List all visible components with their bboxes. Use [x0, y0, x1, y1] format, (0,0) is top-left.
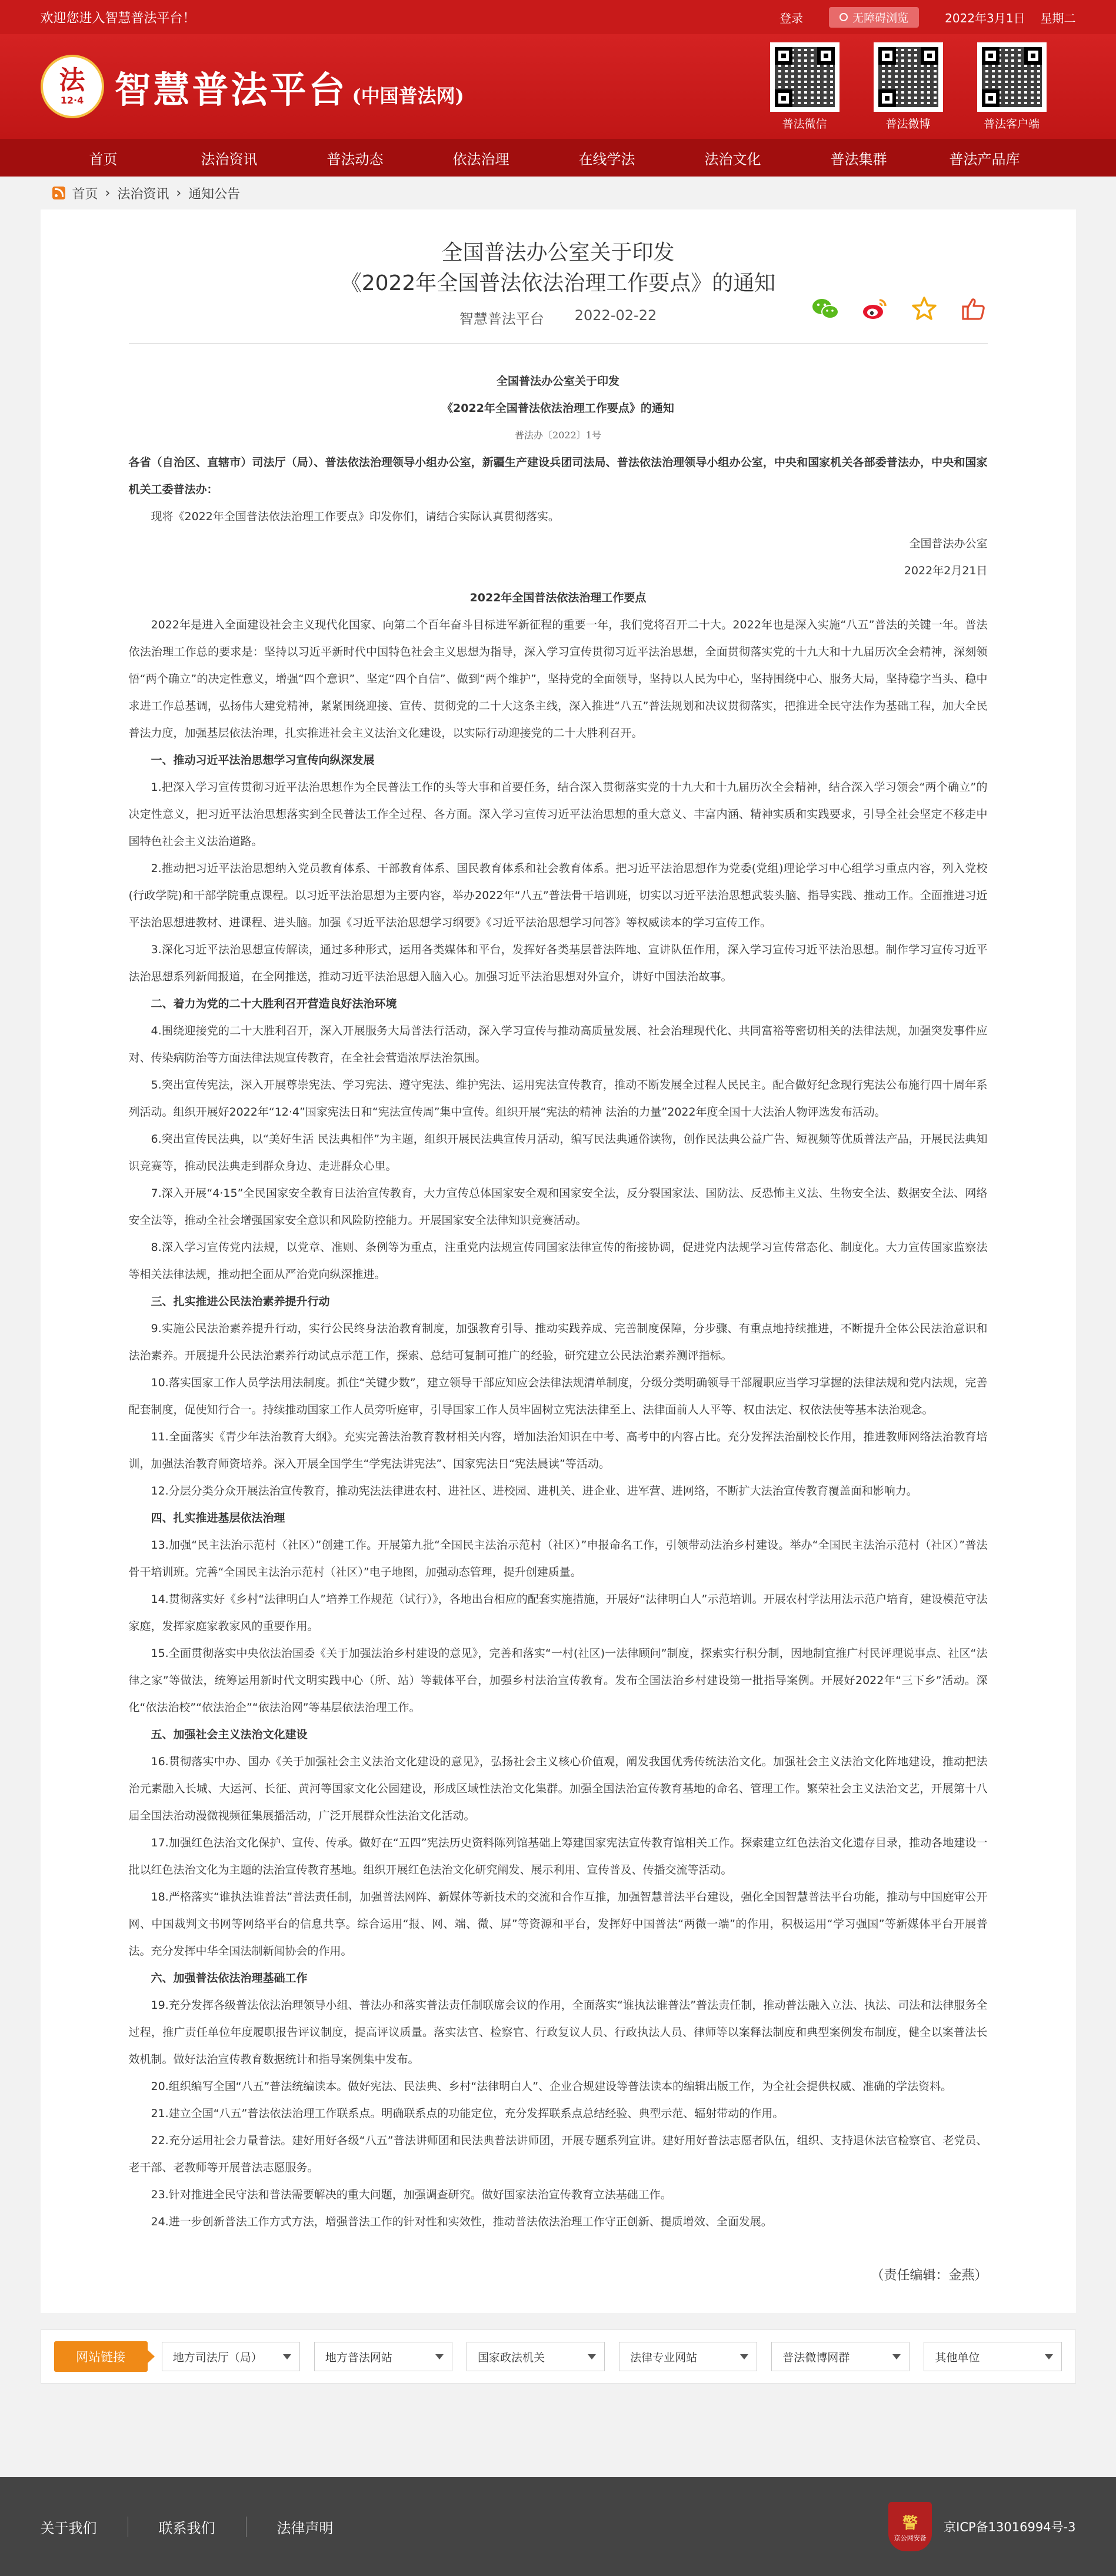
section-item: 8.深入学习宣传党内法规，以党章、准则、条例等为重点，注重党内法规宣传同国家法律宣传的衔接协调，促进党内法规学习宣传常态化、制度化。大力宣传国家监察法等相关法律法规，推动把全面从严治党向纵深推进。 [128, 1241, 988, 1281]
doc-intro: 现将《2022年全国普法依法治理工作要点》印发你们，请结合实际认真贯彻落实。 [151, 510, 559, 523]
section-item: 12.分层分类分众开展法治宣传教育，推动宪法法律进农村、进社区、进校园、进机关、进企业、进军营、进网络，不断扩大法治宣传教育覆盖面和影响力。 [151, 1485, 918, 1497]
section-item: 23.针对推进全民守法和普法需要解决的重大问题，加强调查研究。做好国家法治宣传教育立法基础工作。 [151, 2188, 672, 2201]
section-item: 14.贯彻落实好《乡村“法律明白人”培养工作规范（试行）》，各地出台相应的配套实施措施，开展好“法律明白人”示范培训。开展农村学法用法示范户培育，建设模范守法家庭，发挥家庭家教家风的重要作用。 [128, 1593, 988, 1633]
nav-item-governance[interactable]: 依法治理 [452, 151, 509, 168]
date-text: 2022年3月1日 [945, 11, 1025, 25]
qr-app[interactable] [977, 42, 1047, 131]
section-item: 7.深入开展“4·15”全民国家安全教育日法治宣传教育，大力宣传总体国家安全观和国家安全法，反分裂国家法、国防法、反恐怖主义法、生物安全法、数据安全法、网络安全法等，推动全社会增强国家安全意识和风险防控能力。开展国家安全法律知识竞赛活动。 [128, 1187, 988, 1227]
breadcrumb [0, 177, 1116, 209]
police-small-text: 京公网安备 [894, 2534, 927, 2542]
site-logo[interactable] [41, 55, 464, 118]
login-link[interactable]: 登录 [779, 11, 804, 25]
section-heading: 二、着力为党的二十大胜利召开营造良好法治环境 [151, 997, 397, 1010]
doc-number: 普法办〔2022〕1号 [515, 430, 601, 441]
section-item: 24.进一步创新普法工作方式方法，增强普法工作的针对性和实效性，推动普法依法治理工作守正创新、提质增效、全面发展。 [151, 2215, 772, 2228]
section-heading: 三、扎实推进公民法治素养提升行动 [151, 1295, 330, 1308]
select-value: 法律专业网站 [630, 2351, 698, 2364]
links-select-legal-sites[interactable] [619, 2342, 757, 2371]
logo-emblem-icon [41, 55, 104, 118]
caret-down-icon [740, 2354, 748, 2359]
section-item: 1.把深入学习宣传贯彻习近平法治思想作为全民普法工作的头等大事和首要任务，结合深入贯彻落实党的十九大和十九届历次全会精神，结合深入学习领会“两个确立”的决定性意义，把习近平法治思想落实到全民普法工作全过程、各方面。深入学习宣传习近平法治思想的重大意义、丰富内涵、精神实质和实践要求，引导全社会坚定不移走中国特色社会主义法治道路。 [128, 781, 988, 848]
weekday-text: 星期二 [1040, 11, 1076, 25]
section-item: 5.突出宣传宪法，深入开展尊崇宪法、学习宪法、遵守宪法、维护宪法、运用宪法宣传教育，推动不断发展全过程人民民主。配合做好纪念现行宪法公布施行四十周年系列活动。组织开展好2022年“12·4”国家宪法日和“宪法宣传周”集中宣传。组织开展“宪法的精神 法治的力量”2022年度全国十大法治人物评选发布活动。 [128, 1079, 988, 1119]
links-select-others[interactable] [924, 2342, 1062, 2371]
preface-paragraph: 2022年是进入全面建设社会主义现代化国家、向第二个百年奋斗目标进军新征程的重要一年，我们党将召开二十大。2022年也是深入实施“八五”普法的关键一年。普法依法治理工作总的要求是：坚持以习近平新时代中国特色社会主义思想为指导，深入学习宣传贯彻习近平法治思想，全面贯彻落实党的十九大和十九届历次全会精神，深刻领悟“两个确立”的决定性意义，增强“四个意识”、坚定“四个自信”、做到“两个维护”，坚持党的全面领导，坚持以人民为中心，坚持围绕中心、服务大局，坚持稳字当头、稳中求进工作总基调，弘扬伟大建党精神，紧紧围绕迎接、宣传、贯彻党的二十大这条主线，深入推进“八五”普法规划和决议贯彻落实，把推进全民守法作为基础工程，加大全民普法力度，加强基层依法治理，扎实推进社会主义法治文化建设，以实际行动迎接党的二十大胜利召开。 [128, 618, 988, 740]
site-footer [0, 2477, 1116, 2576]
date-display [945, 9, 1075, 26]
qr-label: 普法客户端 [983, 117, 1040, 131]
article-header [129, 238, 988, 344]
like-thumb-icon[interactable] [960, 295, 988, 323]
nav-item-culture[interactable]: 法治文化 [704, 151, 761, 168]
article-title-line2: 《2022年全国普法依法治理工作要点》的通知 [340, 271, 776, 295]
caret-down-icon [892, 2354, 901, 2359]
qr-code-icon [874, 42, 943, 112]
article [41, 209, 1076, 2313]
qr-wechat[interactable] [770, 42, 840, 131]
doc-title-line1: 全国普法办公室关于印发 [496, 375, 619, 388]
nav-item-products[interactable]: 普法产品库 [949, 151, 1020, 168]
select-value: 普法微博网群 [782, 2351, 850, 2364]
section-heading: 五、加强社会主义法治文化建设 [151, 1728, 308, 1741]
logo-mark: 法 [59, 65, 85, 95]
section-item: 2.推动把习近平法治思想纳入党员教育体系、干部教育体系、国民教育体系和社会教育体系。把习近平法治思想作为党委(党组)理论学习中心组学习重点内容，列入党校(行政学院)和干部学院重点课程。以习近平法治思想为主要内容，举办2022年“八五”普法骨干培训班，切实以习近平法治思想武装头脑、指导实践、推动工作。全面推进习近平法治思想进教材、进课程、进头脑。加强《习近平法治思想学习纲要》《习近平法治思想学习问答》等权威读本的学习宣传工作。 [128, 862, 988, 929]
main-title: 2022年全国普法依法治理工作要点 [469, 591, 647, 604]
footer-link-legal[interactable]: 法律声明 [276, 2520, 334, 2537]
doc-recipients: 各省（自治区、直辖市）司法厅（局）、普法依法治理领导小组办公室，新疆生产建设兵团司法局、普法依法治理领导小组办公室，中央和国家机关各部委普法办，中央和国家机关工委普法办： [128, 456, 988, 496]
main-nav [0, 139, 1116, 177]
doc-sign-org: 全国普法办公室 [909, 537, 988, 550]
site-header [0, 34, 1116, 139]
links-select-legal-organs[interactable] [467, 2342, 605, 2371]
links-label: 网站链接 [54, 2341, 148, 2372]
accessibility-icon [840, 13, 848, 21]
site-title: 智慧普法平台 [114, 68, 348, 111]
breadcrumb-news[interactable]: 法治资讯 [117, 187, 169, 202]
article-source: 智慧普法平台 [459, 311, 544, 327]
breadcrumb-notices[interactable]: 通知公告 [188, 187, 241, 202]
qr-weibo[interactable] [874, 42, 943, 131]
qr-label: 普法微信 [782, 117, 827, 131]
section-item: 3.深化习近平法治思想宣传解读，通过多种形式，运用各类媒体和平台，发挥好各类基层普法阵地、宣讲队伍作用，深入学习宣传习近平法治思想。制作学习宣传习近平法治思想系列新闻报道，在全网推送，推动习近平法治思想入脑入心。加强习近平法治思想对外宣介，讲好中国法治故事。 [128, 943, 988, 983]
select-value: 其他单位 [935, 2351, 980, 2364]
section-item: 6.突出宣传民法典，以“美好生活 民法典相伴”为主题，组织开展民法典宣传月活动，编写民法典通俗读物，创作民法典公益广告、短视频等优质普法产品，开展民法典知识竞赛等，推动民法典走到群众身边、走进群众心里。 [128, 1133, 988, 1173]
links-select-local-pufa[interactable] [314, 2342, 452, 2371]
section-heading: 四、扎实推进基层依法治理 [151, 1512, 285, 1525]
accessible-label: 无障碍浏览 [852, 11, 909, 25]
section-item: 16.贯彻落实中办、国办《关于加强社会主义法治文化建设的意见》，弘扬社会主义核心价值观，阐发我国优秀传统法治文化。加强社会主义法治文化阵地建设，推动把法治元素融入长城、大运河、长征、黄河等国家文化公园建设，形成区域性法治文化集群。加强全国法治宣传教育基地的命名、管理工作。繁荣社会主义法治文艺，开展第十八届全国法治动漫微视频征集展播活动，广泛开展群众性法治文化活动。 [128, 1755, 988, 1822]
section-item: 17.加强红色法治文化保护、宣传、传承。做好在“五四”宪法历史资料陈列馆基础上筹建国家宪法宣传教育馆相关工作。探索建立红色法治文化遗存目录，推动各地建设一批以红色法治文化为主题的法治宣传教育基地。组织开展红色法治文化研究阐发、展示利用、宣传普及、传播交流等活动。 [128, 1836, 988, 1876]
article-title-line1: 全国普法办公室关于印发 [441, 241, 675, 265]
qr-code-icon [977, 42, 1047, 112]
section-heading: 六、加强普法依法治理基础工作 [151, 1972, 308, 1985]
qr-label: 普法微博 [885, 117, 931, 131]
rss-icon [52, 187, 65, 199]
footer-link-contact[interactable]: 联系我们 [158, 2520, 215, 2537]
qr-code-icon [770, 42, 840, 112]
logo-small-text: 12·4 [60, 95, 84, 106]
responsible-editor: （责任编辑：金燕） [871, 2268, 988, 2283]
section-heading: 一、推动习近平法治思想学习宣传向纵深发展 [151, 754, 375, 767]
section-item: 19.充分发挥各级普法依法治理领导小组、普法办和落实普法责任制联席会议的作用，全面落实“谁执法谁普法”普法责任制，推动普法融入立法、执法、司法和法律服务全过程，推广责任单位年度履职报告评议制度，提高评议质量。落实法官、检察官、行政复议人员、行政执法人员、律师等以案释法制度和典型案例发布制度，健全以案普法长效机制。做好法治宣传教育数据统计和指导案例集中发布。 [128, 1999, 988, 2066]
caret-down-icon [435, 2354, 444, 2359]
select-value: 地方司法厅（局） [172, 2351, 262, 2364]
select-value: 地方普法网站 [325, 2351, 392, 2364]
caret-down-icon [1045, 2354, 1053, 2359]
top-bar [0, 0, 1116, 34]
section-item: 9.实施公民法治素养提升行动，实行公民终身法治教育制度，加强教育引导、推动实践养成、完善制度保障，分步骤、有重点地持续推进，不断提升全体公民法治意识和法治素养。开展提升公民法治素养行动试点示范工作，探索、总结可复制可推广的经验，研究建立公民法治素养测评指标。 [128, 1322, 988, 1362]
footer-link-about[interactable]: 关于我们 [40, 2520, 97, 2537]
caret-down-icon [283, 2354, 291, 2359]
section-item: 22.充分运用社会力量普法。建好用好各级“八五”普法讲师团和民法典普法讲师团，开展专题系列宣讲。建好用好普法志愿者队伍，组织、支持退休法官检察官、老党员、老干部、老教师等开展普法志愿服务。 [128, 2134, 988, 2174]
doc-title-line2: 《2022年全国普法依法治理工作要点》的通知 [442, 402, 674, 415]
doc-sign-date: 2022年2月21日 [904, 564, 988, 577]
chevron-right-icon: › [105, 185, 111, 201]
section-item: 13.加强“民主法治示范村（社区）”创建工作。开展第九批“全国民主法治示范村（社区）”申报命名工作，引领带动法治乡村建设。举办“全国民主法治示范村（社区）”普法骨干培训班。完善“全国民主法治示范村（社区）”电子地图，加强动态管理，提升创建质量。 [128, 1539, 988, 1579]
police-mark: 警 [902, 2514, 918, 2532]
links-select-local-justice[interactable] [162, 2342, 300, 2371]
article-body [129, 368, 988, 2289]
icp-number[interactable]: 京ICP备13016994号-3 [944, 2520, 1076, 2534]
favorite-star-icon[interactable] [910, 295, 938, 323]
qr-code-group [770, 42, 1076, 131]
section-item: 18.严格落实“谁执法谁普法”普法责任制，加强普法网阵、新媒体等新技术的交流和合作互推，加强智慧普法平台建设，强化全国智慧普法平台功能，推动与中国庭审公开网、中国裁判文书网等网络平台的信息共享。综合运用“报、网、端、微、屏”等资源和平台，发挥好中国普法“两微一端”的作用，积极运用“学习强国”等新媒体平台开展普法。充分发挥中华全国法制新闻协会的作用。 [128, 1891, 988, 1958]
wechat-share-icon[interactable] [811, 295, 840, 323]
nav-item-dynamics[interactable]: 普法动态 [327, 151, 384, 168]
chevron-right-icon: › [176, 185, 182, 201]
nav-item-online-study[interactable]: 在线学法 [578, 151, 635, 168]
footer-links [41, 2517, 364, 2537]
caret-down-icon [588, 2354, 596, 2359]
nav-item-home[interactable]: 首页 [89, 151, 118, 168]
nav-item-news[interactable]: 法治资讯 [201, 151, 258, 168]
footer-record [888, 2502, 1075, 2551]
section-item: 10.落实国家工作人员学法用法制度。抓住“关键少数”，建立领导干部应知应会法律法规清单制度，分级分类明确领导干部履职应当学习掌握的法律法规和党内法规，完善配套制度，促使知行合一。持续推动国家工作人员旁听庭审，引导国家工作人员牢固树立宪法法律至上、法律面前人人平等、权由法定、权依法使等基本法治观念。 [128, 1376, 988, 1416]
section-item: 11.全面落实《青少年法治教育大纲》。充实完善法治教育教材相关内容，增加法治知识在中考、高考中的内容占比。充分发挥法治副校长作用，推进教师网络法治教育培训，加强法治教育师资培养。深入开展全国学生“学宪法讲宪法”、国家宪法日“宪法晨读”等活动。 [128, 1430, 988, 1470]
site-links-bar [41, 2329, 1076, 2384]
nav-item-cluster[interactable]: 普法集群 [830, 151, 887, 168]
select-value: 国家政法机关 [478, 2351, 545, 2364]
accessible-button[interactable] [829, 7, 919, 28]
section-item: 20.组织编写全国“八五”普法统编读本。做好宪法、民法典、乡村“法律明白人”、企业合规建设等普法读本的编辑出版工作，为全社会提供权威、准确的学法资料。 [151, 2080, 952, 2093]
section-item: 15.全面贯彻落实中央依法治国委《关于加强法治乡村建设的意见》，完善和落实“一村(社区)一法律顾问”制度，探索实行积分制，因地制宜推广村民评理说事点、社区“法律之家”等做法，统筹运用新时代文明实践中心（所、站）等载体平台，加强乡村法治宣传教育。发布全国法治乡村建设第一批指导案例。开展好2022年“三下乡”活动。深化“依法治校”“依法治企”“依法治网”等基层依法治理工作。 [128, 1647, 988, 1714]
police-badge-icon[interactable] [888, 2502, 932, 2551]
welcome-text: 欢迎您进入智慧普法平台！ [40, 11, 196, 26]
article-date: 2022-02-22 [574, 307, 657, 324]
breadcrumb-home[interactable]: 首页 [72, 187, 98, 202]
weibo-share-icon[interactable] [861, 295, 889, 323]
site-subtitle: (中国普法网) [352, 84, 464, 107]
links-select-weibo-group[interactable] [771, 2342, 910, 2371]
section-item: 21.建立全国“八五”普法依法治理工作联系点。明确联系点的功能定位，充分发挥联系点总结经验、典型示范、辐射带动的作用。 [151, 2107, 784, 2120]
section-item: 4.围绕迎接党的二十大胜利召开，深入开展服务大局普法行活动，深入学习宣传与推动高质量发展、社会治理现代化、共同富裕等密切相关的法律法规，加强突发事件应对、传染病防治等方面法律法规宣传教育，在全社会营造浓厚法治氛围。 [128, 1024, 988, 1064]
share-bar [811, 295, 988, 323]
